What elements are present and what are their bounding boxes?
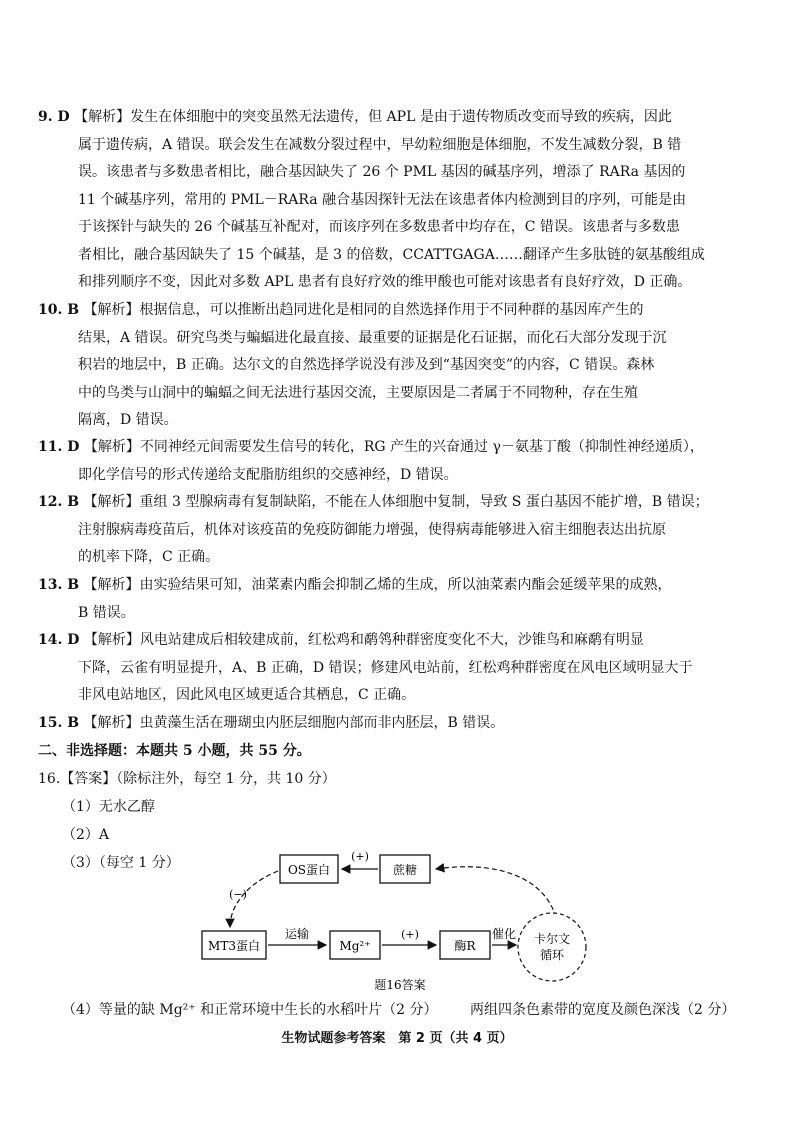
answer-text: 不同神经元间需要发生信号的转化，RG 产生的兴奋通过 γ－氨基丁酸（抑制性神经递质），: [139, 439, 704, 455]
answer-text: 隔离，D 错误。: [78, 412, 178, 428]
calvin-cycle-circle: [518, 913, 586, 981]
answer-text: 结果，A 错误。研究鸟类与蝙蝠进化最直接、最重要的证据是化石证据，而化石大部分发现于沉: [78, 329, 667, 346]
answer-text: 11 个碱基序列，常用的 PML－RARa 融合基因探针无法在该患者体内检测到目的序列，可能是由: [78, 191, 687, 208]
sucrose-label: 蔗糖: [392, 863, 418, 877]
answer-number: 12. B: [38, 494, 80, 510]
answer-text: 根据信息，可以推断出趋同进化是相同的自然选择作用于不同种群的基因库产生的: [139, 302, 644, 318]
answer-number: 14. D: [38, 632, 80, 648]
analysis-tag: 【解析】: [83, 632, 140, 648]
analysis-tag: 【解析】: [83, 302, 140, 318]
answer-13: [38, 572, 750, 627]
analysis-tag: 【解析】: [83, 715, 140, 731]
answer-text: 和排列顺序不变，因此对多数 APL 患者有良好疗效的维甲酸也可能对该患者有良好疗效，D 正确。: [78, 274, 692, 290]
answer-text: 非风电站地区，因此风电区域更适合其栖息，C 正确。: [78, 687, 416, 703]
answer-text: 发生在体细胞中的突变虽然无法遗传，但 APL 是由于遗传物质改变而导致的疾病，因此: [130, 109, 672, 125]
minus-label: (−): [229, 888, 247, 901]
answer-16-2: （2）A: [62, 827, 110, 843]
os-protein-label: OS蛋白: [287, 863, 331, 877]
answer-text: 由实验结果可知，油菜素内酯会抑制乙烯的生成，所以油菜素内酯会延缓苹果的成熟，: [139, 577, 672, 593]
diagram-caption: 题16答案: [374, 978, 426, 992]
answer-text: 者相比，融合基因缺失了 15 个碱基，是 3 的倍数，CCATTGAGA……翻译产生多肽链的氨基酸组成: [78, 246, 705, 263]
analysis-tag: 【解析】: [74, 109, 131, 125]
answer-text: 虫黄藻生活在珊瑚虫内胚层细胞内部而非内胚层，B 错误。: [139, 715, 505, 731]
answer-number: 15. B: [38, 715, 80, 731]
calvin-label-2: 循环: [539, 948, 565, 962]
answer-number: 11. D: [38, 439, 80, 455]
answer-12: [38, 489, 750, 572]
answer-text: 属于遗传病，A 错误。联会发生在减数分裂过程中，早幼粒细胞是体细胞，不发生减数分裂，B 错: [78, 136, 682, 153]
answer-14: [38, 627, 750, 710]
answer-16-1: （1）无水乙醇: [62, 799, 155, 815]
page-footer: 生物试题参考答案 第 2 页（共 4 页）: [281, 1031, 513, 1046]
analysis-tag: 【解析】: [83, 577, 140, 593]
flow-diagram: [190, 843, 610, 993]
transport-label: 运输: [284, 927, 310, 941]
calvin-label-1: 卡尔文: [533, 932, 571, 946]
plus-label-2: (+): [401, 928, 419, 941]
answer-number: 10. B: [38, 302, 80, 318]
answer-10: [38, 297, 750, 435]
catalyze-label: 催化: [491, 927, 517, 941]
answer-text: 的机率下降，C 正确。: [78, 549, 220, 565]
mt3-protein-label: MT3蛋白: [208, 939, 260, 953]
enzyme-label: 酶R: [454, 939, 476, 953]
answer-number: 13. B: [38, 577, 80, 593]
section-heading: 二、非选择题：本题共 5 小题，共 55 分。: [38, 743, 311, 759]
answer-16-4-right: 两组四条色素带的宽度及颜色深浅（2 分）: [470, 1002, 736, 1018]
plus-label-1: (+): [351, 850, 369, 863]
answer-11: [38, 434, 750, 489]
answer-16-4-left: （4）等量的缺 Mg²⁺ 和正常环境中生长的水稻叶片（2 分）: [62, 1002, 438, 1018]
answer-number: 9. D: [38, 109, 70, 125]
mg-label: Mg²⁺: [339, 939, 371, 953]
answer-text: 风电站建成后相较建成前，红松鸡和鹬鸰种群密度变化不大，沙锥鸟和麻鹬有明显: [139, 632, 644, 648]
analysis-tag: 【解析】: [83, 494, 140, 510]
answer-text: 误。该患者与多数患者相比，融合基因缺失了 26 个 PML 基因的碱基序列，增添了 RARa 基因的: [78, 164, 686, 180]
answer-9: [38, 104, 750, 297]
answer-text: 即化学信号的形式传递给支配脂肪组织的交感神经，D 错误。: [78, 466, 458, 483]
answer-text: 重组 3 型腺病毒有复制缺陷，不能在人体细胞中复制，导致 S 蛋白基因不能扩增，B 错误；: [139, 494, 709, 510]
answer-text: 积岩的地层中，B 正确。达尔文的自然选择学说没有涉及到“基因突变”的内容，C 错误。森林: [78, 357, 655, 373]
analysis-tag: 【解析】: [83, 439, 140, 455]
answer-text: 中的鸟类与山洞中的蝙蝠之间无法进行基因交流，主要原因是二者属于不同物种，存在生殖: [78, 384, 638, 401]
answer-16-3: （3）（每空 1 分）: [62, 855, 180, 871]
answer-text: 于该探针与缺失的 26 个碱基互补配对，而该序列在多数患者中均存在，C 错误。该患者与多数患: [78, 219, 680, 235]
answer-text: 注射腺病毒疫苗后，机体对该疫苗的免疫防御能力增强，使得病毒能够进入宿主细胞表达出抗原: [78, 521, 666, 538]
answer-text: 下降，云雀有明显提升，A、B 正确，D 错误；修建风电站前，红松鸡种群密度在风电区域明显大于: [78, 659, 693, 676]
answer-15: [38, 710, 750, 738]
answer-text: B 错误。: [78, 604, 135, 621]
answer-16-head: 16.【答案】（除标注外，每空 1 分，共 10 分）: [38, 771, 336, 787]
